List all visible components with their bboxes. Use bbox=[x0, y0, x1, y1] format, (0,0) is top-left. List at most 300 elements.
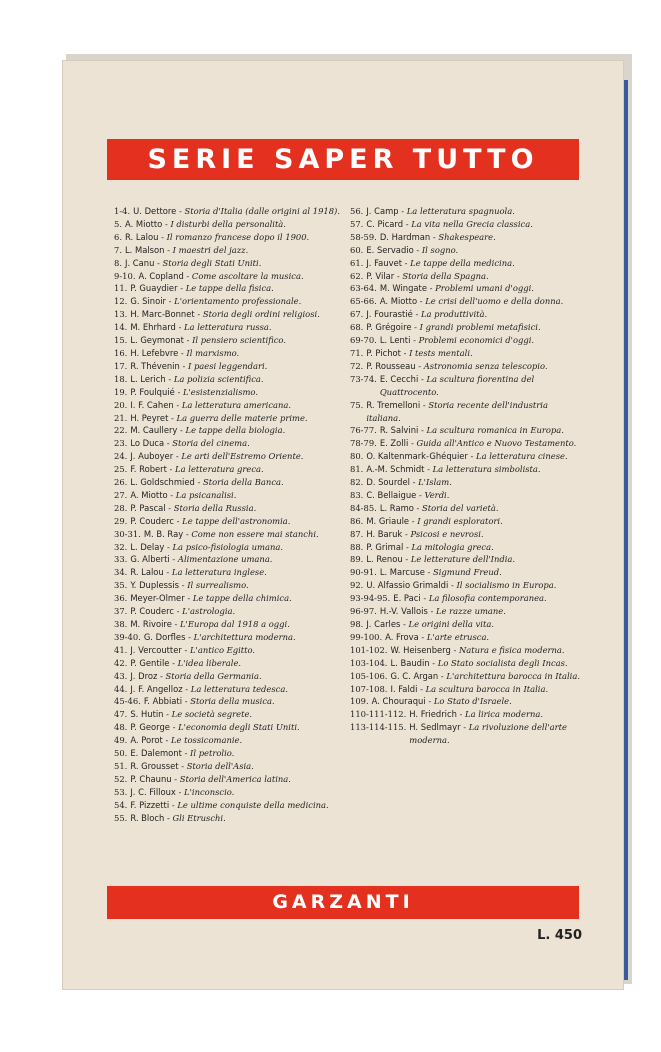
book-number: 19. bbox=[114, 386, 128, 397]
book-number: 53. bbox=[114, 786, 128, 797]
book-author: A. Miotto bbox=[125, 218, 163, 229]
book-number: 98. bbox=[350, 619, 364, 629]
book-title: Storia della Germania. bbox=[165, 670, 262, 681]
book-author: E. Paci bbox=[393, 593, 421, 604]
book-number: 86. bbox=[350, 515, 364, 526]
book-title: Storia della Spagna. bbox=[402, 270, 489, 281]
book-details: C. Picard - La vita nella Grecia classica. bbox=[366, 218, 533, 229]
book-number: 45-46. bbox=[114, 696, 141, 707]
book-title: L'antico Egitto. bbox=[189, 644, 256, 655]
book-entry bbox=[350, 579, 580, 592]
book-author: H. Marc-Bonnet bbox=[130, 309, 195, 320]
book-details: M. Caullery - Le tappe della biologia. bbox=[130, 425, 286, 436]
book-author: I. F. Cahen bbox=[130, 399, 174, 410]
book-title: I tests mentali. bbox=[409, 347, 473, 358]
book-number: 107-108. bbox=[350, 683, 388, 694]
book-entry bbox=[350, 528, 580, 541]
book-details: E. Paci - La filosofia contemporanea. bbox=[393, 593, 547, 604]
book-details: R. Grousset - Storia dell'Asia. bbox=[130, 760, 254, 771]
book-title: Il sogno. bbox=[421, 244, 459, 255]
book-details: J. Auboyer - Le arti dell'Estremo Oriente. bbox=[130, 451, 304, 462]
book-author: E. Zolli bbox=[379, 438, 409, 449]
book-author: H. Friedrich bbox=[409, 709, 457, 720]
book-number: 57. bbox=[350, 218, 364, 229]
book-entry bbox=[114, 476, 346, 489]
book-title: Le ultime conquiste della medicina. bbox=[177, 799, 329, 810]
book-number: 33. bbox=[114, 554, 128, 565]
book-details: M. Griaule - I grandi esploratori. bbox=[366, 515, 503, 526]
book-author: P. Couderc bbox=[130, 515, 175, 526]
book-title: Le origini della vita. bbox=[408, 619, 494, 629]
book-details: P. Couderc - L'astrologia. bbox=[130, 606, 236, 617]
book-title: Il petrolio. bbox=[190, 748, 235, 759]
book-details: A. Copland - Come ascoltare la musica. bbox=[138, 270, 304, 281]
book-author: P. Pascal bbox=[130, 502, 166, 513]
series-title: SERIE SAPER TUTTO bbox=[147, 144, 539, 175]
book-entry bbox=[350, 231, 580, 244]
book-author: R. Bloch bbox=[130, 812, 165, 823]
book-title: L'astrologia. bbox=[182, 606, 236, 617]
book-number: 99-100. bbox=[350, 631, 383, 642]
book-title: La scultura fiorentina del Quattrocento. bbox=[379, 373, 535, 397]
book-number: 103-104. bbox=[350, 657, 388, 668]
book-details: L. Renou - Le letterature dell'India. bbox=[366, 554, 516, 565]
book-title: Storia d'Italia (dalle origini al 1918). bbox=[184, 206, 340, 216]
book-details: F. Robert - La letteratura greca. bbox=[130, 464, 264, 475]
book-details: G. Sinoir - L'orientamento professionale. bbox=[130, 296, 302, 307]
book-entry bbox=[114, 244, 346, 257]
book-entry bbox=[114, 553, 346, 566]
book-details: G. Dorfles - L'architettura moderna. bbox=[143, 631, 296, 642]
book-number: 90-91. bbox=[350, 567, 377, 578]
book-entry bbox=[350, 437, 580, 450]
book-entry bbox=[114, 592, 346, 605]
book-author: A. Copland bbox=[138, 270, 184, 281]
book-author: L. Lenti bbox=[379, 335, 411, 346]
book-entry bbox=[114, 657, 346, 670]
book-details: L. Geymonat - Il pensiero scientifico. bbox=[130, 335, 286, 346]
book-title: Il marxismo. bbox=[186, 347, 240, 358]
book-title: Alimentazione umana. bbox=[177, 554, 273, 565]
book-entry bbox=[114, 347, 346, 360]
book-number: 84-85. bbox=[350, 502, 377, 513]
book-details: H. Lefebvre - Il marxismo. bbox=[130, 347, 240, 358]
book-number: 38. bbox=[114, 619, 128, 629]
book-author: H. Sedlmayr bbox=[409, 722, 461, 733]
book-number: 32. bbox=[114, 541, 128, 552]
book-author: P. Chaunu bbox=[130, 773, 172, 784]
book-entry bbox=[114, 270, 346, 283]
book-title: L'orientamento professionale. bbox=[174, 296, 302, 307]
book-number: 5. bbox=[114, 218, 122, 229]
book-title: Storia degli Stati Uniti. bbox=[162, 257, 262, 268]
book-details: W. Heisenberg - Natura e fisica moderna. bbox=[390, 644, 565, 655]
book-entry bbox=[114, 708, 346, 721]
book-number: 73-74. bbox=[350, 373, 377, 384]
book-entry bbox=[114, 502, 346, 515]
book-title: La letteratura greca. bbox=[175, 464, 264, 475]
book-author: S. Hutin bbox=[130, 709, 164, 720]
book-entry bbox=[114, 786, 346, 799]
book-entry bbox=[350, 424, 580, 437]
book-details: E. Dalemont - Il petrolio. bbox=[130, 748, 235, 759]
book-author: A. Frova bbox=[385, 631, 419, 642]
book-details: O. Kaltenmark-Ghéquier - La letteratura cinese. bbox=[366, 451, 568, 462]
book-number: 81. bbox=[350, 464, 364, 475]
book-details: P. Grimal - La mitologia greca. bbox=[366, 541, 494, 552]
book-entry bbox=[350, 695, 580, 708]
book-title: Le arti dell'Estremo Oriente. bbox=[181, 451, 304, 462]
book-number: 1-4. bbox=[114, 206, 131, 216]
book-details: Y. Duplessis - Il surrealismo. bbox=[130, 580, 249, 591]
book-title: Psicosi e nevrosi. bbox=[410, 528, 484, 539]
book-details: L. Lenti - Problemi economici d'oggi. bbox=[379, 335, 535, 346]
book-number: 49. bbox=[114, 735, 128, 746]
book-entry bbox=[350, 683, 580, 696]
book-details: P. Pichot - I tests mentali. bbox=[366, 347, 473, 358]
book-number: 58-59. bbox=[350, 231, 377, 242]
book-author: O. Kaltenmark-Ghéquier bbox=[366, 451, 468, 462]
book-author: C. Bellaigue bbox=[366, 489, 417, 500]
book-entry bbox=[350, 270, 580, 283]
book-title: Il socialismo in Europa. bbox=[456, 580, 557, 591]
book-entry bbox=[350, 205, 580, 218]
book-author: L. Goldschmied bbox=[130, 477, 195, 488]
book-author: E. Dalemont bbox=[130, 748, 182, 759]
book-author: G. Dorfles bbox=[143, 631, 186, 642]
book-number: 51. bbox=[114, 760, 128, 771]
book-author: L. Lerich bbox=[130, 373, 166, 384]
book-details: P. Pascal - Storia della Russia. bbox=[130, 502, 257, 513]
book-details: L. Marcuse - Sigmund Freud. bbox=[379, 567, 502, 578]
book-details: J. F. Angelloz - La letteratura tedesca. bbox=[130, 683, 289, 694]
book-number: 22. bbox=[114, 425, 128, 436]
book-author: F. Robert bbox=[130, 464, 167, 475]
book-author: U. Dettore bbox=[133, 206, 177, 216]
book-title: La letteratura tedesca. bbox=[190, 683, 289, 694]
book-number: 105-106. bbox=[350, 670, 388, 681]
series-title-banner bbox=[107, 139, 579, 180]
book-entry bbox=[114, 528, 346, 541]
book-number: 63-64. bbox=[350, 283, 377, 294]
book-title: La lirica moderna. bbox=[465, 709, 544, 720]
book-title: La produttività. bbox=[420, 309, 488, 320]
book-entry bbox=[114, 683, 346, 696]
book-details: R. Lalou - La letteratura inglese. bbox=[130, 567, 267, 578]
book-title: Storia del cinema. bbox=[172, 438, 250, 449]
book-entry bbox=[114, 282, 346, 295]
book-title: Storia degli ordini religiosi. bbox=[202, 309, 320, 320]
book-number: 13. bbox=[114, 309, 128, 320]
book-author: Y. Duplessis bbox=[130, 580, 180, 591]
book-author: P. Gentile bbox=[130, 657, 170, 668]
book-details: F. Abbiati - Storia della musica. bbox=[143, 696, 275, 707]
book-number: 17. bbox=[114, 360, 128, 371]
book-number: 109. bbox=[350, 696, 369, 707]
book-entry bbox=[114, 463, 346, 476]
book-details: L. Malson - I maestri del jazz. bbox=[125, 244, 249, 255]
book-details: J. Fauvet - Le tappe della medicina. bbox=[366, 257, 515, 268]
book-title: I maestri del jazz. bbox=[172, 244, 249, 255]
book-title: Sigmund Freud. bbox=[433, 567, 502, 578]
book-number: 9-10. bbox=[114, 270, 136, 281]
book-entry bbox=[114, 579, 346, 592]
book-title: Problemi economici d'oggi. bbox=[418, 335, 535, 346]
book-details: D. Sourdel - L'Islam. bbox=[366, 477, 452, 488]
book-author: D. Sourdel bbox=[366, 477, 410, 488]
book-details: G. C. Argan - L'architettura barocca in Italia. bbox=[390, 670, 580, 681]
book-title: Lo Stato d'Israele. bbox=[433, 696, 512, 707]
book-author: M. Wingate bbox=[379, 283, 427, 294]
book-entry bbox=[114, 218, 346, 231]
book-title: L'arte etrusca. bbox=[426, 631, 490, 642]
book-number: 69-70. bbox=[350, 335, 377, 346]
book-number: 44. bbox=[114, 683, 128, 694]
book-details: J. Canu - Storia degli Stati Uniti. bbox=[125, 257, 262, 268]
book-number: 42. bbox=[114, 657, 128, 668]
book-title: La scultura barocca in Italia. bbox=[425, 683, 549, 694]
book-entry bbox=[114, 373, 346, 386]
book-title: Le tappe dell'astronomia. bbox=[182, 515, 291, 526]
book-entry bbox=[350, 489, 580, 502]
book-title: L'Islam. bbox=[418, 477, 452, 488]
book-details: Lo Duca - Storia del cinema. bbox=[130, 438, 250, 449]
book-title: L'architettura barocca in Italia. bbox=[446, 670, 580, 681]
book-author: M. B. Ray bbox=[143, 528, 184, 539]
book-entry bbox=[350, 670, 580, 683]
book-entry bbox=[114, 205, 346, 218]
book-author: F. Abbiati bbox=[143, 696, 183, 707]
book-author: L. Marcuse bbox=[379, 567, 425, 578]
book-number: 29. bbox=[114, 515, 128, 526]
book-author: P. Foulquié bbox=[130, 386, 175, 397]
book-title: Storia della Russia. bbox=[173, 502, 257, 513]
book-list-left-column bbox=[114, 205, 346, 825]
book-title: La letteratura spagnuola. bbox=[406, 206, 515, 216]
book-number: 27. bbox=[114, 489, 128, 500]
book-number: 35. bbox=[114, 580, 128, 591]
book-entry bbox=[350, 334, 580, 347]
book-author: G. C. Argan bbox=[390, 670, 439, 681]
book-author: D. Hardman bbox=[379, 231, 431, 242]
book-details: A. Miotto - I disturbi della personalità. bbox=[125, 218, 286, 229]
book-author: P. Grégoire bbox=[366, 322, 412, 333]
book-entry bbox=[114, 695, 346, 708]
book-author: M. Rivoire bbox=[130, 619, 172, 629]
book-entry bbox=[114, 231, 346, 244]
book-author: L. Renou bbox=[366, 554, 403, 565]
book-number: 50. bbox=[114, 748, 128, 759]
book-title: Le tappe della biologia. bbox=[185, 425, 286, 436]
book-number: 47. bbox=[114, 709, 128, 720]
book-number: 34. bbox=[114, 567, 128, 578]
book-entry bbox=[114, 489, 346, 502]
book-number: 39-40. bbox=[114, 631, 141, 642]
book-details: J. Carles - Le origini della vita. bbox=[366, 619, 494, 629]
book-entry bbox=[114, 295, 346, 308]
book-number: 92. bbox=[350, 580, 364, 591]
book-details: A. Miotto - La psicanalisi. bbox=[130, 489, 237, 500]
book-number: 110-111-112. bbox=[350, 709, 407, 720]
book-entry bbox=[350, 218, 580, 231]
book-author: A.-M. Schmidt bbox=[366, 464, 425, 475]
book-number: 14. bbox=[114, 322, 128, 333]
book-author: Meyer-Olmer bbox=[130, 593, 185, 604]
book-entry bbox=[114, 399, 346, 412]
book-entry bbox=[114, 631, 346, 644]
book-number: 18. bbox=[114, 373, 128, 384]
book-number: 30-31. bbox=[114, 528, 141, 539]
book-details: P. Chaunu - Storia dell'America latina. bbox=[130, 773, 291, 784]
book-number: 61. bbox=[350, 257, 364, 268]
book-entry bbox=[350, 373, 580, 399]
book-title: La mitologia greca. bbox=[411, 541, 494, 552]
book-details: J. Camp - La letteratura spagnuola. bbox=[366, 206, 515, 216]
book-author: L. Baudin bbox=[390, 657, 430, 668]
book-number: 87. bbox=[350, 528, 364, 539]
book-author: E. Cecchi bbox=[379, 373, 419, 384]
book-title: Astronomia senza telescopio. bbox=[423, 360, 548, 371]
book-number: 113-114-115. bbox=[350, 722, 407, 733]
book-author: R. Salvini bbox=[379, 425, 419, 436]
book-title: L'architettura moderna. bbox=[193, 631, 296, 642]
book-entry bbox=[114, 541, 346, 554]
book-number: 8. bbox=[114, 257, 122, 268]
book-author: G. Alberti bbox=[130, 554, 170, 565]
book-entry bbox=[350, 618, 580, 631]
book-number: 78-79. bbox=[350, 438, 377, 449]
book-author: L. Malson bbox=[125, 244, 165, 255]
book-author: C. Picard bbox=[366, 218, 404, 229]
book-details: P. Guaydier - Le tappe della fisica. bbox=[130, 283, 274, 294]
book-author: U. Alfassio Grimaldi bbox=[366, 580, 449, 591]
book-number: 82. bbox=[350, 477, 364, 488]
book-title: La letteratura russa. bbox=[183, 322, 272, 333]
book-number: 16. bbox=[114, 347, 128, 358]
book-author: A. Miotto bbox=[379, 296, 418, 307]
book-entry bbox=[350, 553, 580, 566]
book-title: La letteratura cinese. bbox=[476, 451, 568, 462]
book-entry bbox=[114, 773, 346, 786]
book-details: J. Vercoutter - L'antico Egitto. bbox=[130, 644, 256, 655]
book-entry bbox=[350, 321, 580, 334]
book-number: 76-77. bbox=[350, 425, 377, 436]
book-author: A. Porot bbox=[130, 735, 163, 746]
book-entry bbox=[350, 295, 580, 308]
book-details: M. Rivoire - L'Europa dal 1918 a oggi. bbox=[130, 619, 290, 629]
book-title: L'idea liberale. bbox=[177, 657, 242, 668]
book-author: L. Delay bbox=[130, 541, 165, 552]
book-details: P. Couderc - Le tappe dell'astronomia. bbox=[130, 515, 291, 526]
book-details: S. Hutin - Le società segrete. bbox=[130, 709, 253, 720]
book-number: 41. bbox=[114, 644, 128, 655]
book-entry bbox=[350, 257, 580, 270]
book-details: M. Wingate - Problemi umani d'oggi. bbox=[379, 283, 534, 294]
book-author: A. Chouraqui bbox=[371, 696, 426, 707]
book-details: H. Peyret - La guerra delle materie prime. bbox=[130, 412, 308, 423]
book-details: A. Porot - Le tossicomanie. bbox=[130, 735, 243, 746]
book-details: A. Miotto - Le crisi dell'uomo e della donna. bbox=[379, 296, 564, 307]
book-details: C. Bellaigue - Verdi. bbox=[366, 489, 450, 500]
book-title: La psicanalisi. bbox=[175, 489, 237, 500]
book-details: L. Delay - La psico-fisiologia umana. bbox=[130, 541, 284, 552]
book-details: H.-V. Vallois - Le razze umane. bbox=[379, 606, 506, 617]
book-number: 24. bbox=[114, 451, 128, 462]
book-title: Come ascoltare la musica. bbox=[191, 270, 304, 281]
book-entry bbox=[350, 605, 580, 618]
book-details: P. Gentile - L'idea liberale. bbox=[130, 657, 242, 668]
book-entry bbox=[114, 386, 346, 399]
book-author: P. Guaydier bbox=[130, 283, 178, 294]
book-details: Meyer-Olmer - Le tappe della chimica. bbox=[130, 593, 292, 604]
book-author: M. Griaule bbox=[366, 515, 410, 526]
book-number: 52. bbox=[114, 773, 128, 784]
book-entry bbox=[114, 566, 346, 579]
book-entry bbox=[350, 631, 580, 644]
book-title: La polizia scientifica. bbox=[173, 373, 264, 384]
book-title: Le tappe della medicina. bbox=[410, 257, 515, 268]
book-number: 20. bbox=[114, 399, 128, 410]
book-author: H. Peyret bbox=[130, 412, 169, 423]
book-title: I disturbi della personalità. bbox=[170, 218, 286, 229]
book-details: A.-M. Schmidt - La letteratura simbolista. bbox=[366, 464, 541, 475]
book-title: Storia recente dell'industria italiana. bbox=[366, 399, 548, 423]
book-author: J. Vercoutter bbox=[130, 644, 182, 655]
book-title: Storia del varietà. bbox=[422, 502, 499, 513]
book-title: Storia della musica. bbox=[190, 696, 275, 707]
book-title: Il surrealismo. bbox=[187, 580, 249, 591]
book-number: 54. bbox=[114, 799, 128, 810]
book-author: M. Caullery bbox=[130, 425, 178, 436]
book-entry bbox=[114, 812, 346, 825]
book-details: R. Bloch - Gli Etruschi. bbox=[130, 812, 226, 823]
book-number: 48. bbox=[114, 722, 128, 733]
book-number: 72. bbox=[350, 360, 364, 371]
book-entry bbox=[114, 360, 346, 373]
book-number: 88. bbox=[350, 541, 364, 552]
book-title: Le tossicomanie. bbox=[170, 735, 243, 746]
book-entry bbox=[114, 515, 346, 528]
book-number: 43. bbox=[114, 670, 128, 681]
book-number: 28. bbox=[114, 502, 128, 513]
book-title: L'inconscio. bbox=[184, 786, 235, 797]
book-details: A. Frova - L'arte etrusca. bbox=[385, 631, 490, 642]
book-entry bbox=[114, 670, 346, 683]
book-details: F. Pizzetti - Le ultime conquiste della medicina. bbox=[130, 799, 329, 810]
book-author: P. Couderc bbox=[130, 606, 175, 617]
book-entry bbox=[350, 566, 580, 579]
book-title: Il pensiero scientifico. bbox=[192, 335, 286, 346]
book-title: Le tappe della chimica. bbox=[192, 593, 292, 604]
book-details: P. Grégoire - I grandi problemi metafisici. bbox=[366, 322, 541, 333]
book-entry bbox=[114, 334, 346, 347]
book-title: La psico-fisiologia umana. bbox=[172, 541, 284, 552]
book-entry bbox=[114, 760, 346, 773]
book-title: La guerra delle materie prime. bbox=[176, 412, 308, 423]
book-title: La letteratura americana. bbox=[181, 399, 292, 410]
book-details: J. Fourastié - La produttività. bbox=[366, 309, 488, 320]
book-title: La letteratura simbolista. bbox=[432, 464, 541, 475]
book-title: Storia dell'America latina. bbox=[179, 773, 291, 784]
book-title: La rivoluzione dell'arte moderna. bbox=[409, 722, 567, 746]
book-number: 26. bbox=[114, 477, 128, 488]
book-entry bbox=[114, 618, 346, 631]
book-author: P. Rousseau bbox=[366, 360, 416, 371]
book-author: L. Ramo bbox=[379, 502, 414, 513]
book-entry bbox=[350, 308, 580, 321]
book-entry bbox=[350, 244, 580, 257]
book-entry bbox=[350, 476, 580, 489]
